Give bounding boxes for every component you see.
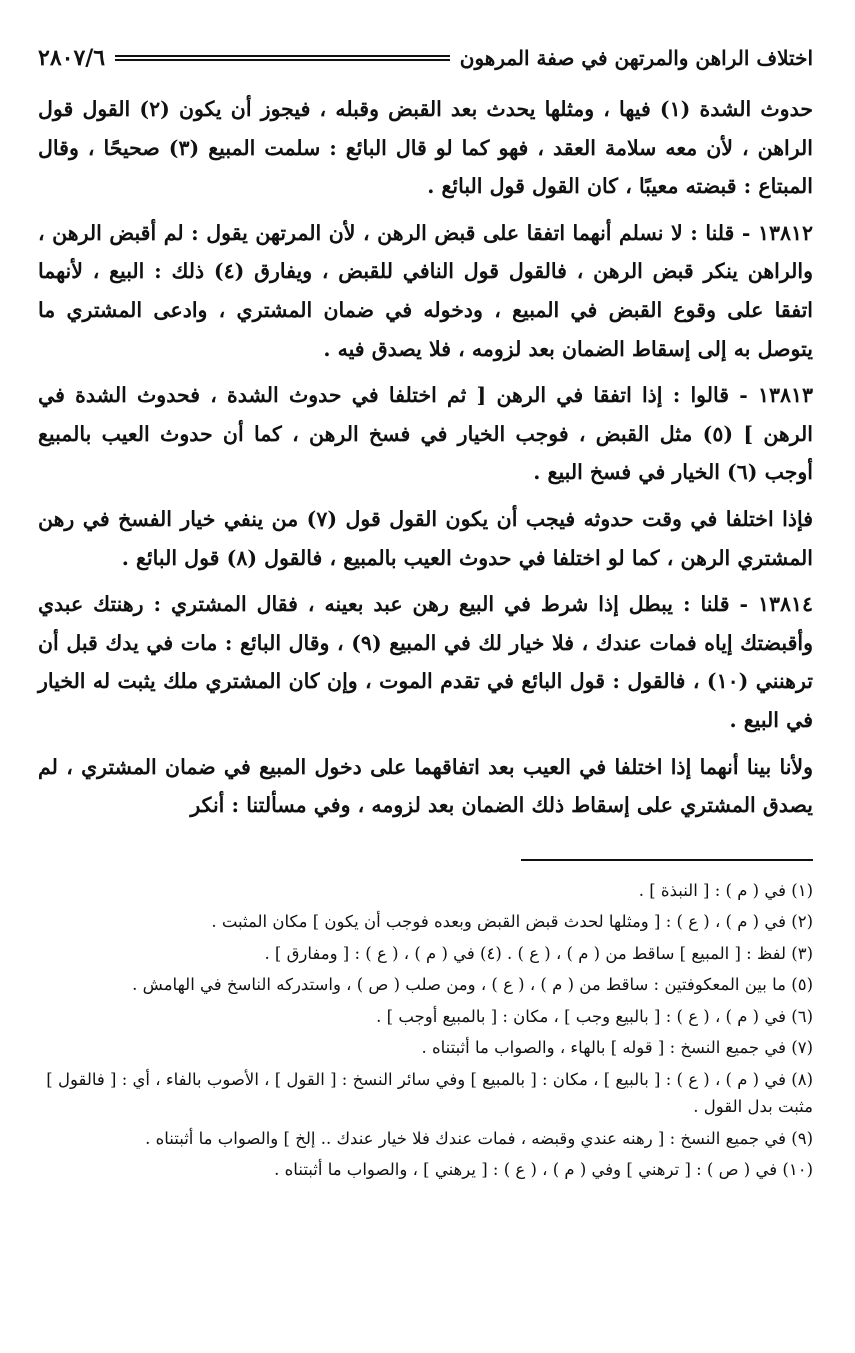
header-double-rule bbox=[115, 55, 450, 61]
footnote-1: (١) في ( م ) : [ النبذة ] . bbox=[638, 880, 813, 900]
footnote-5: (٥) ما بين المعكوفتين : ساقط من ( م ) ، ( ع ) ، ومن صلب ( ص ) ، واستدركه الناسخ في الهامش . bbox=[132, 975, 813, 995]
paragraph-13812: ١٣٨١٢ - قلنا : لا نسلم أنهما اتفقا على قبض الرهن ، لأن المرتهن يقول : لم أقبض الرهن ، والراهن ينكر قبض الرهن ، فالقول قول النافي للقبض ، ويفارق (٤) ذلك : البيع ، لأنهما اتفقا على وقوع القبض في المبيع ، ودخوله في ضمان المشتري ، وادعى المشتري ما يتوصل به إلى إسقاط الضمان بعد لزومه ، فلا يصدق فيه . bbox=[38, 220, 814, 361]
footnote-8: (٨) في ( م ) ، ( ع ) : [ بالبيع ] ، مكان : [ بالمبيع ] وفي سائر النسخ : [ القول ] ، الأصوب بالفاء ، أي : [ فالقول ] مثبت بدل القول . bbox=[46, 1069, 813, 1117]
footnote-2: (٢) في ( م ) ، ( ع ) : [ ومثلها لحدث قبض القبض وبعده فوجب أن يكون ] مكان المثبت . bbox=[211, 912, 813, 932]
footnote-separator bbox=[521, 859, 813, 861]
footnote-7: (٧) في جميع النسخ : [ قوله ] بالهاء ، والصواب ما أثبتناه . bbox=[421, 1038, 813, 1058]
paragraph-4: فإذا اختلفا في وقت حدوثه فيجب أن يكون القول قول (٧) من ينفي خيار الفسخ في رهن المشتري الرهن ، كما لو اختلفا في حدوث العيب بالمبيع ، فالقول (٨) قول البائع . bbox=[38, 506, 813, 570]
book-page bbox=[38, 36, 813, 1326]
main-text bbox=[38, 90, 813, 825]
paragraph-13813: ١٣٨١٣ - قالوا : إذا اتفقا في الرهن [ ثم اختلفا في حدوث الشدة ، فحدوث الشدة في الرهن ] (٥) مثل القبض ، فوجب الخيار في فسخ الرهن ، كما أن حدوث العيب بالمبيع أوجب (٦) الخيار في فسخ البيع . bbox=[38, 383, 813, 485]
header-title: اختلاف الراهن والمرتهن في صفة المرهون bbox=[459, 46, 813, 70]
page-number: ٢٨٠٧/٦ bbox=[38, 45, 106, 71]
footnote-3-4: (٣) لفظ : [ المبيع ] ساقط من ( م ) ، ( ع ) . (٤) في ( م ) ، ( ع ) : [ ومفارق ] . bbox=[264, 943, 813, 963]
paragraph-1: حدوث الشدة (١) فيها ، ومثلها يحدث بعد القبض وقبله ، فيجوز أن يكون (٢) القول قول الراهن ، لأن معه سلامة العقد ، فهو كما لو قال البائع : سلمت المبيع (٣) صحيحًا ، وقال المبتاع : قبضته معيبًا ، كان القول قول البائع . bbox=[38, 97, 813, 199]
footnote-10: (١٠) في ( ص ) : [ ترهني ] وفي ( م ) ، ( ع ) : [ يرهني ] ، والصواب ما أثبتناه . bbox=[274, 1160, 813, 1180]
paragraph-13814: ١٣٨١٤ - قلنا : يبطل إذا شرط في البيع رهن عبد بعينه ، فقال المشتري : رهنتك عبدي وأقبضتك إياه فمات عندك ، فلا خيار لك في المبيع (٩) ، وقال البائع : مات في يدك قبل أن ترهنني (١٠) ، فالقول : قول البائع في تقدم الموت ، وإن كان المشتري ملك يثبت له الخيار في البيع . bbox=[38, 592, 814, 732]
paragraph-6: ولأنا بينا أنهما إذا اختلفا في العيب بعد اتفاقهما على دخول المبيع في ضمان المشتري ، لم يصدق المشتري على إسقاط ذلك الضمان بعد لزومه ، وفي مسألتنا : أنكر bbox=[38, 754, 813, 818]
running-header bbox=[38, 36, 813, 80]
footnote-9: (٩) في جميع النسخ : [ رهنه عندي وقبضه ، فمات عندك فلا خيار عندك .. إلخ ] والصواب ما أثبتناه . bbox=[145, 1128, 813, 1148]
footnotes bbox=[38, 877, 813, 1184]
footnote-6: (٦) في ( م ) ، ( ع ) : [ بالبيع وجب ] ، مكان : [ بالمبيع أوجب ] . bbox=[376, 1006, 813, 1026]
